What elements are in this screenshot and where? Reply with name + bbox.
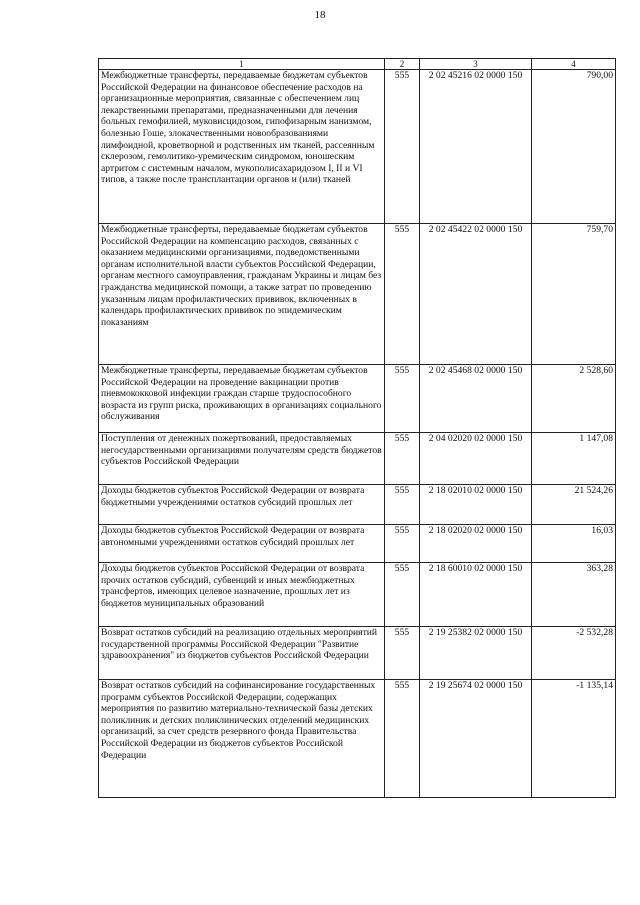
row-description: Межбюджетные трансферты, передаваемые бюджетам субъектов Российской Федерации на компенсацию расходов, связанных с оказанием медицинскими организациями, подведомственными органам исполнительной власти субъектов Российской Федерации, органам местного самоуправления, гражданам Украины и лицам без гражданства медицинской помощи, а также затрат по проведению указанным лицам профилактических прививок, включенных в календарь профилактических прививок по эпидемическим показаниям	[99, 224, 385, 365]
row-admin-code: 555	[385, 680, 420, 798]
table-row	[99, 525, 616, 563]
row-budget-classification-code: 2 19 25382 02 0000 150	[420, 627, 532, 680]
row-description: Возврат остатков субсидий на софинансирование государственных программ субъектов Российской Федерации, содержащих мероприятия по развитию материально-технической базы детских поликлиник и детских поликлинических отделений медицинских организаций, за счет средств резервного фонда Правительства Российской Федерации из бюджетов субъектов Российской Федерации	[99, 680, 385, 798]
row-description: Доходы бюджетов субъектов Российской Федерации от возврата бюджетными учреждениями остатков субсидий прошлых лет	[99, 485, 385, 525]
row-description: Межбюджетные трансферты, передаваемые бюджетам субъектов Российской Федерации на финансовое обеспечение расходов на организационные мероприятия, связанные с обеспечением лиц лекарственными препаратами, предназначенными для лечения больных гемофилией, муковисцидозом, гипофизарным нанизмом, болезнью Гоше, злокачественными новообразованиями лимфоидной, кроветворной и родственных им тканей, рассеянным склерозом, гемолитико-уремическим синдромом, юношеским артритом с системным началом, мукополисахаридозом I, II и VI типов, а также после трансплантации органов и (или) тканей	[99, 70, 385, 224]
column-header-2: 2	[385, 59, 420, 70]
column-header-3: 3	[420, 59, 532, 70]
row-amount: -2 532,28	[532, 627, 616, 680]
row-description: Доходы бюджетов субъектов Российской Федерации от возврата автономными учреждениями остатков субсидий прошлых лет	[99, 525, 385, 563]
row-amount: -1 135,14	[532, 680, 616, 798]
column-header-1: 1	[99, 59, 385, 70]
row-admin-code: 555	[385, 433, 420, 485]
table-row	[99, 433, 616, 485]
table-row	[99, 680, 616, 798]
table-row	[99, 70, 616, 224]
row-budget-classification-code: 2 18 02020 02 0000 150	[420, 525, 532, 563]
row-amount: 16,03	[532, 525, 616, 563]
row-description: Межбюджетные трансферты, передаваемые бюджетам субъектов Российской Федерации на проведение вакцинации против пневмококковой инфекции граждан старше трудоспособного возраста из групп риска, проживающих в организациях социального обслуживания	[99, 365, 385, 433]
row-admin-code: 555	[385, 485, 420, 525]
row-description: Поступления от денежных пожертвований, предоставляемых негосударственными организациями получателям средств бюджетов субъектов Российской Федерации	[99, 433, 385, 485]
page-number: 18	[314, 9, 326, 21]
row-budget-classification-code: 2 02 45216 02 0000 150	[420, 70, 532, 224]
table-row	[99, 224, 616, 365]
column-header-row	[99, 59, 616, 70]
row-budget-classification-code: 2 04 02020 02 0000 150	[420, 433, 532, 485]
table-row	[99, 485, 616, 525]
row-budget-classification-code: 2 02 45468 02 0000 150	[420, 365, 532, 433]
row-amount: 790,00	[532, 70, 616, 224]
row-admin-code: 555	[385, 365, 420, 433]
column-header-4: 4	[532, 59, 616, 70]
row-amount: 1 147,08	[532, 433, 616, 485]
table-row	[99, 563, 616, 627]
row-amount: 363,28	[532, 563, 616, 627]
table-row	[99, 365, 616, 433]
row-amount: 21 524,26	[532, 485, 616, 525]
row-budget-classification-code: 2 19 25674 02 0000 150	[420, 680, 532, 798]
budget-table	[98, 58, 616, 798]
row-amount: 2 528,60	[532, 365, 616, 433]
row-budget-classification-code: 2 18 60010 02 0000 150	[420, 563, 532, 627]
row-admin-code: 555	[385, 525, 420, 563]
row-description: Возврат остатков субсидий на реализацию отдельных мероприятий государственной программы Российской Федерации "Развитие здравоохранения" из бюджетов субъектов Российской Федерации	[99, 627, 385, 680]
row-budget-classification-code: 2 18 02010 02 0000 150	[420, 485, 532, 525]
row-admin-code: 555	[385, 627, 420, 680]
row-admin-code: 555	[385, 70, 420, 224]
row-budget-classification-code: 2 02 45422 02 0000 150	[420, 224, 532, 365]
row-admin-code: 555	[385, 224, 420, 365]
row-admin-code: 555	[385, 563, 420, 627]
row-amount: 759,70	[532, 224, 616, 365]
row-description: Доходы бюджетов субъектов Российской Федерации от возврата прочих остатков субсидий, субвенций и иных межбюджетных трансфертов, имеющих целевое назначение, прошлых лет из бюджетов муниципальных образований	[99, 563, 385, 627]
table-row	[99, 627, 616, 680]
